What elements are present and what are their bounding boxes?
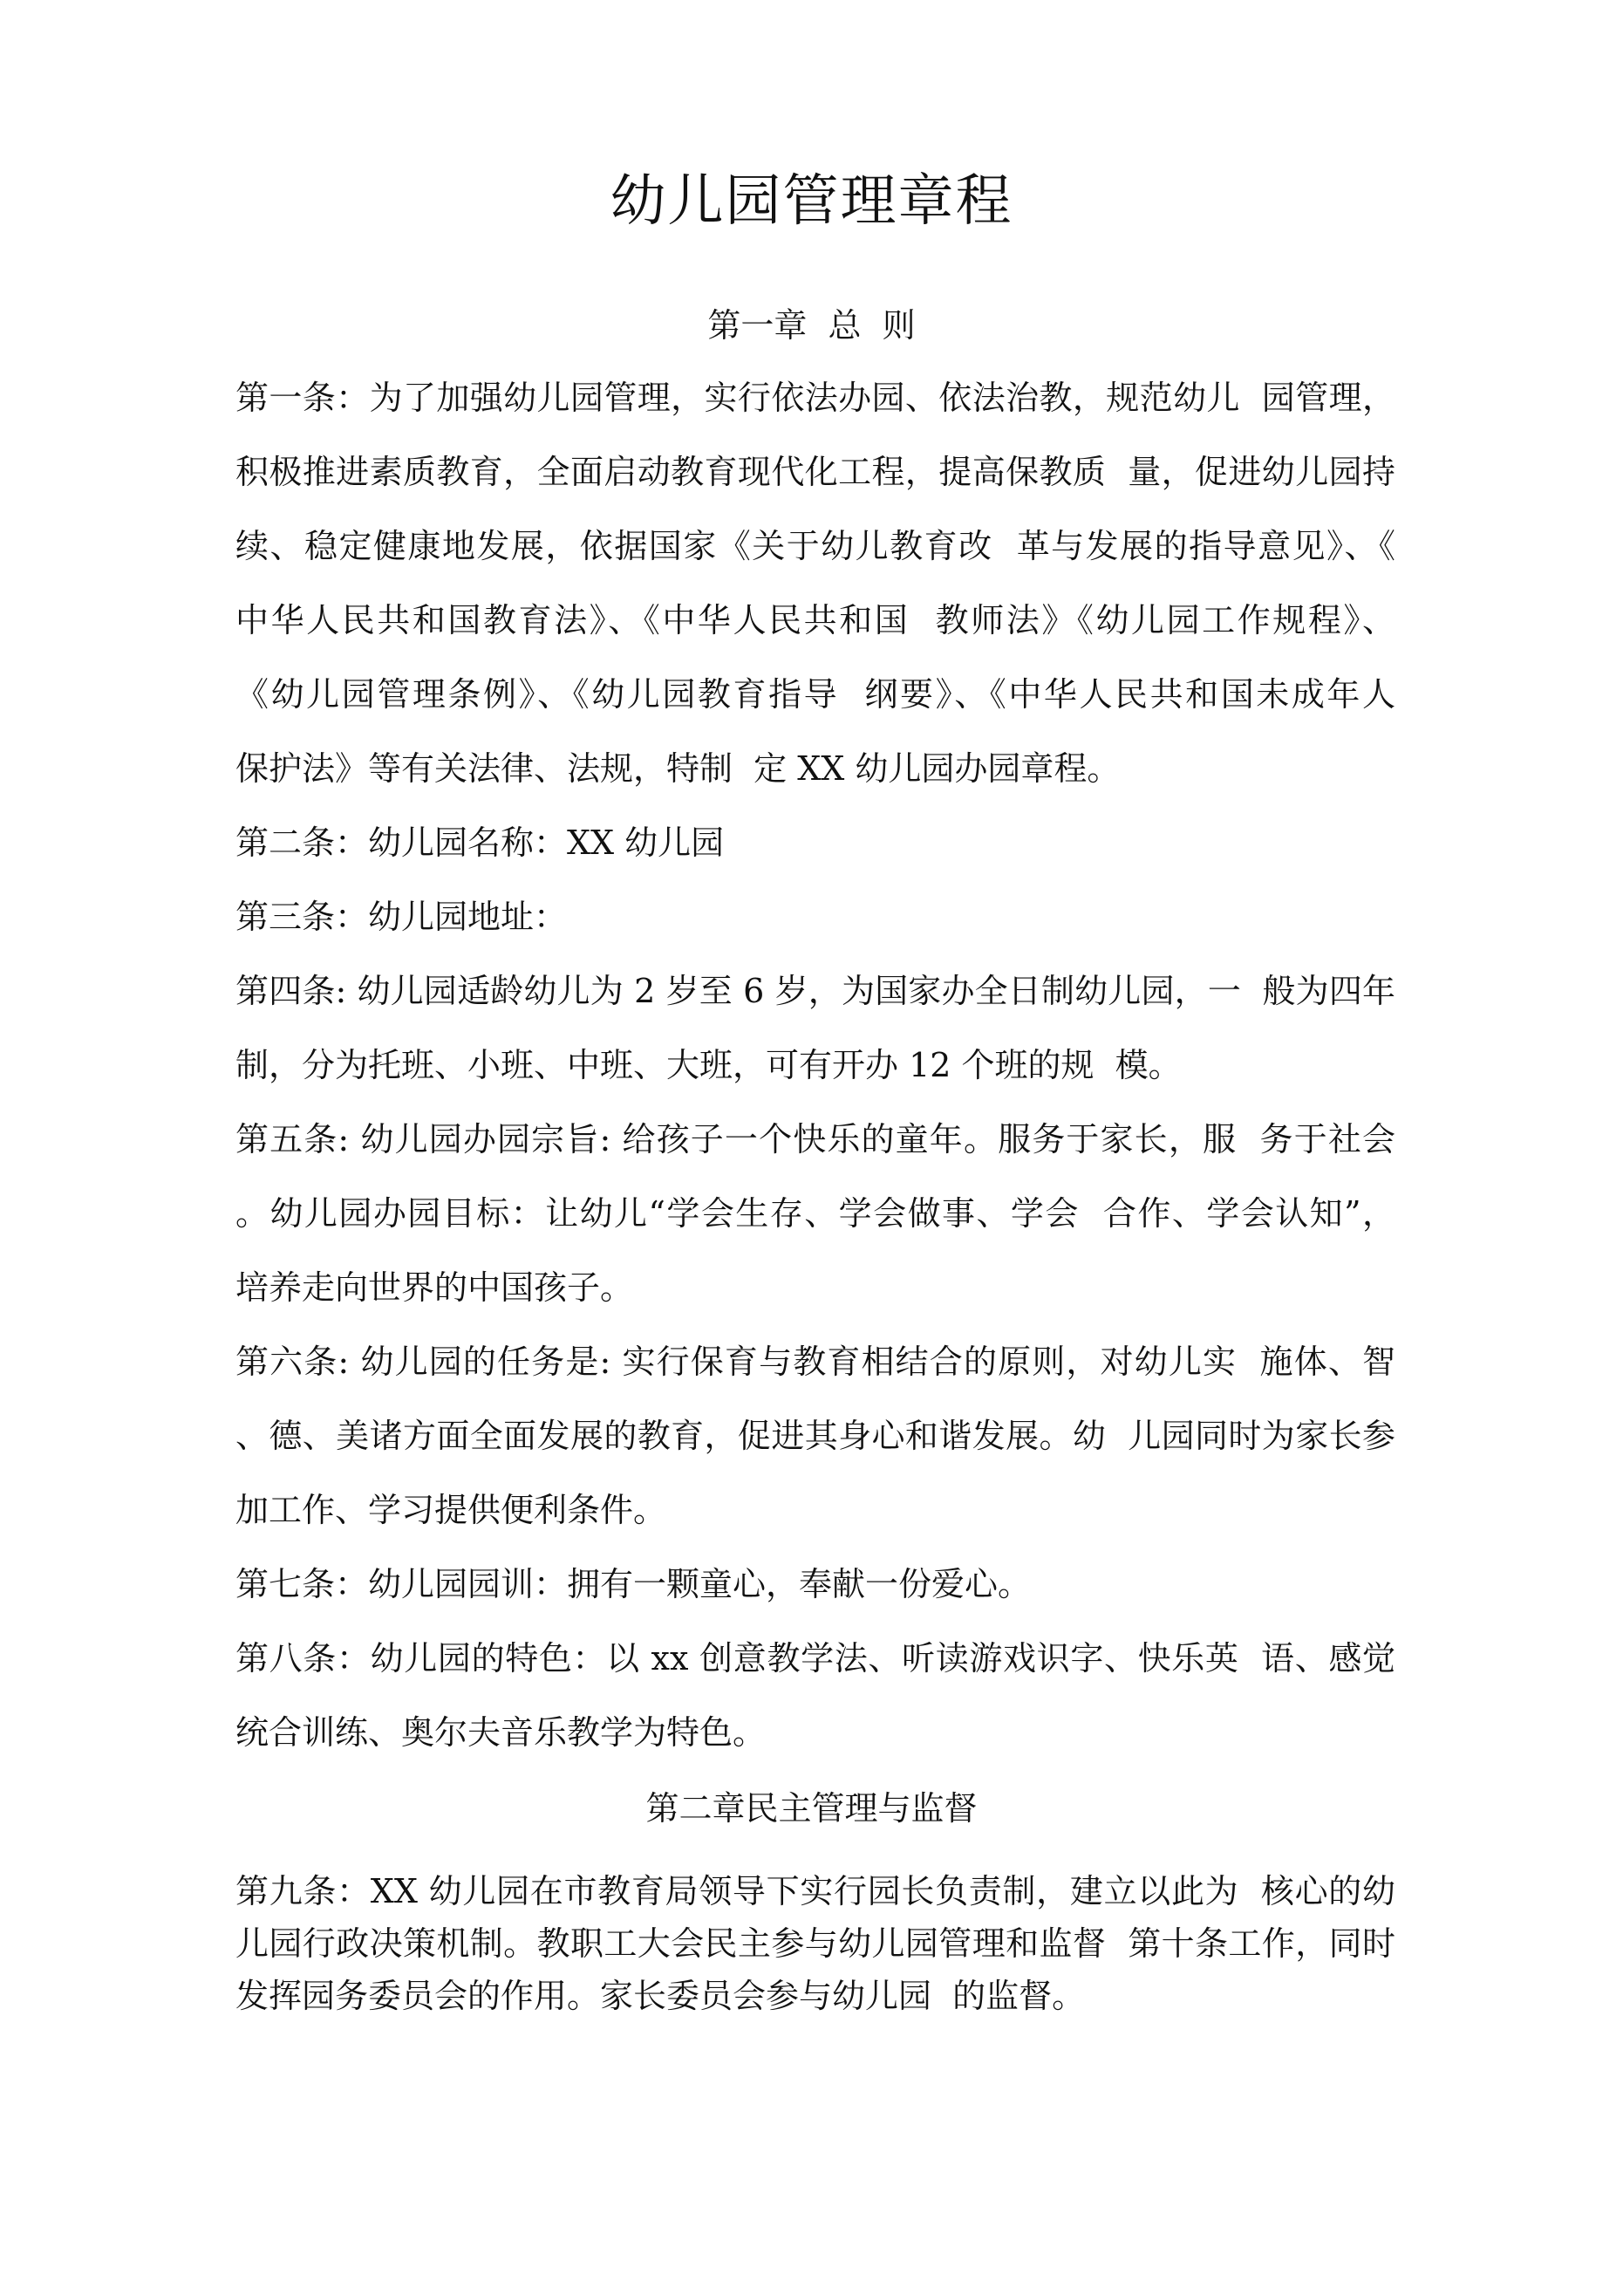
article-7: 第七条：幼儿园园训：拥有一颗童心，奉献一份爱心。 (235, 1565, 1032, 1603)
document-title: 幼儿园管理章程 (610, 169, 1013, 234)
article-1-line: 第一条：为了加强幼儿园管理，实行依法办园、依法治教，规范幼儿 园管理， (235, 379, 1395, 417)
article-9-line: 儿园行政决策机制。教职工大会民主参与幼儿园管理和监督 第十条工作，同时 (235, 1924, 1395, 1963)
article-1-line: 保护法》等有关法律、法规，特制 定 XX 幼儿园办园章程。 (235, 749, 1121, 788)
article-1-line: 积极推进素质教育，全面启动教育现代化工程，提高保教质 量，促进幼儿园持 (235, 453, 1395, 491)
article-5-line: 。幼儿园办园目标：让幼儿“学会生存、学会做事、学会 合作、学会认知”， (235, 1194, 1395, 1233)
article-8-line: 第八条：幼儿园的特色：以 xx 创意教学法、听读游戏识字、快乐英 语、感觉 (235, 1639, 1395, 1678)
article-1-line: 续、稳定健康地发展，依据国家《关于幼儿教育改 革与发展的指导意见》、《 (235, 527, 1395, 565)
article-4-line: 第四条: 幼儿园适龄幼儿为 2 岁至 6 岁，为国家办全日制幼儿园，一 般为四年 (235, 972, 1395, 1010)
article-5-line: 第五条: 幼儿园办园宗旨: 给孩子一个快乐的童年。服务于家长，服 务于社会 (235, 1120, 1395, 1158)
chapter-heading-1: 第一章 总 则 (707, 306, 916, 345)
chapter-heading-2: 第二章民主管理与监督 (645, 1789, 978, 1828)
article-1-line: 《幼儿园管理条例》、《幼儿园教育指导 纲要》、《中华人民共和国未成年人 (235, 675, 1395, 714)
article-9-line: 发挥园务委员会的作用。家长委员会参与幼儿园 的监督。 (235, 1977, 1086, 2015)
article-5-line: 培养走向世界的中国孩子。 (235, 1268, 634, 1307)
article-8-line: 统合训练、奥尔夫音乐教学为特色。 (235, 1713, 767, 1752)
article-1-line: 中华人民共和国教育法》、《中华人民共和国 教师法》《幼儿园工作规程》、 (235, 601, 1395, 639)
article-3: 第三条：幼儿园地址： (235, 898, 568, 936)
article-6-line: 、德、美诸方面全面发展的教育，促进其身心和谐发展。幼 儿园同时为家长参 (235, 1417, 1395, 1455)
article-2: 第二条：幼儿园名称：XX 幼儿园 (235, 823, 725, 862)
article-9-line: 第九条：XX 幼儿园在市教育局领导下实行园长负责制，建立以此为 核心的幼 (235, 1872, 1395, 1910)
article-6-line: 加工作、学习提供便利条件。 (235, 1491, 667, 1529)
article-4-line: 制，分为托班、小班、中班、大班，可有开办 12 个班的规 模。 (235, 1046, 1182, 1084)
article-6-line: 第六条: 幼儿园的任务是: 实行保育与教育相结合的原则，对幼儿实 施体、智 (235, 1343, 1395, 1381)
